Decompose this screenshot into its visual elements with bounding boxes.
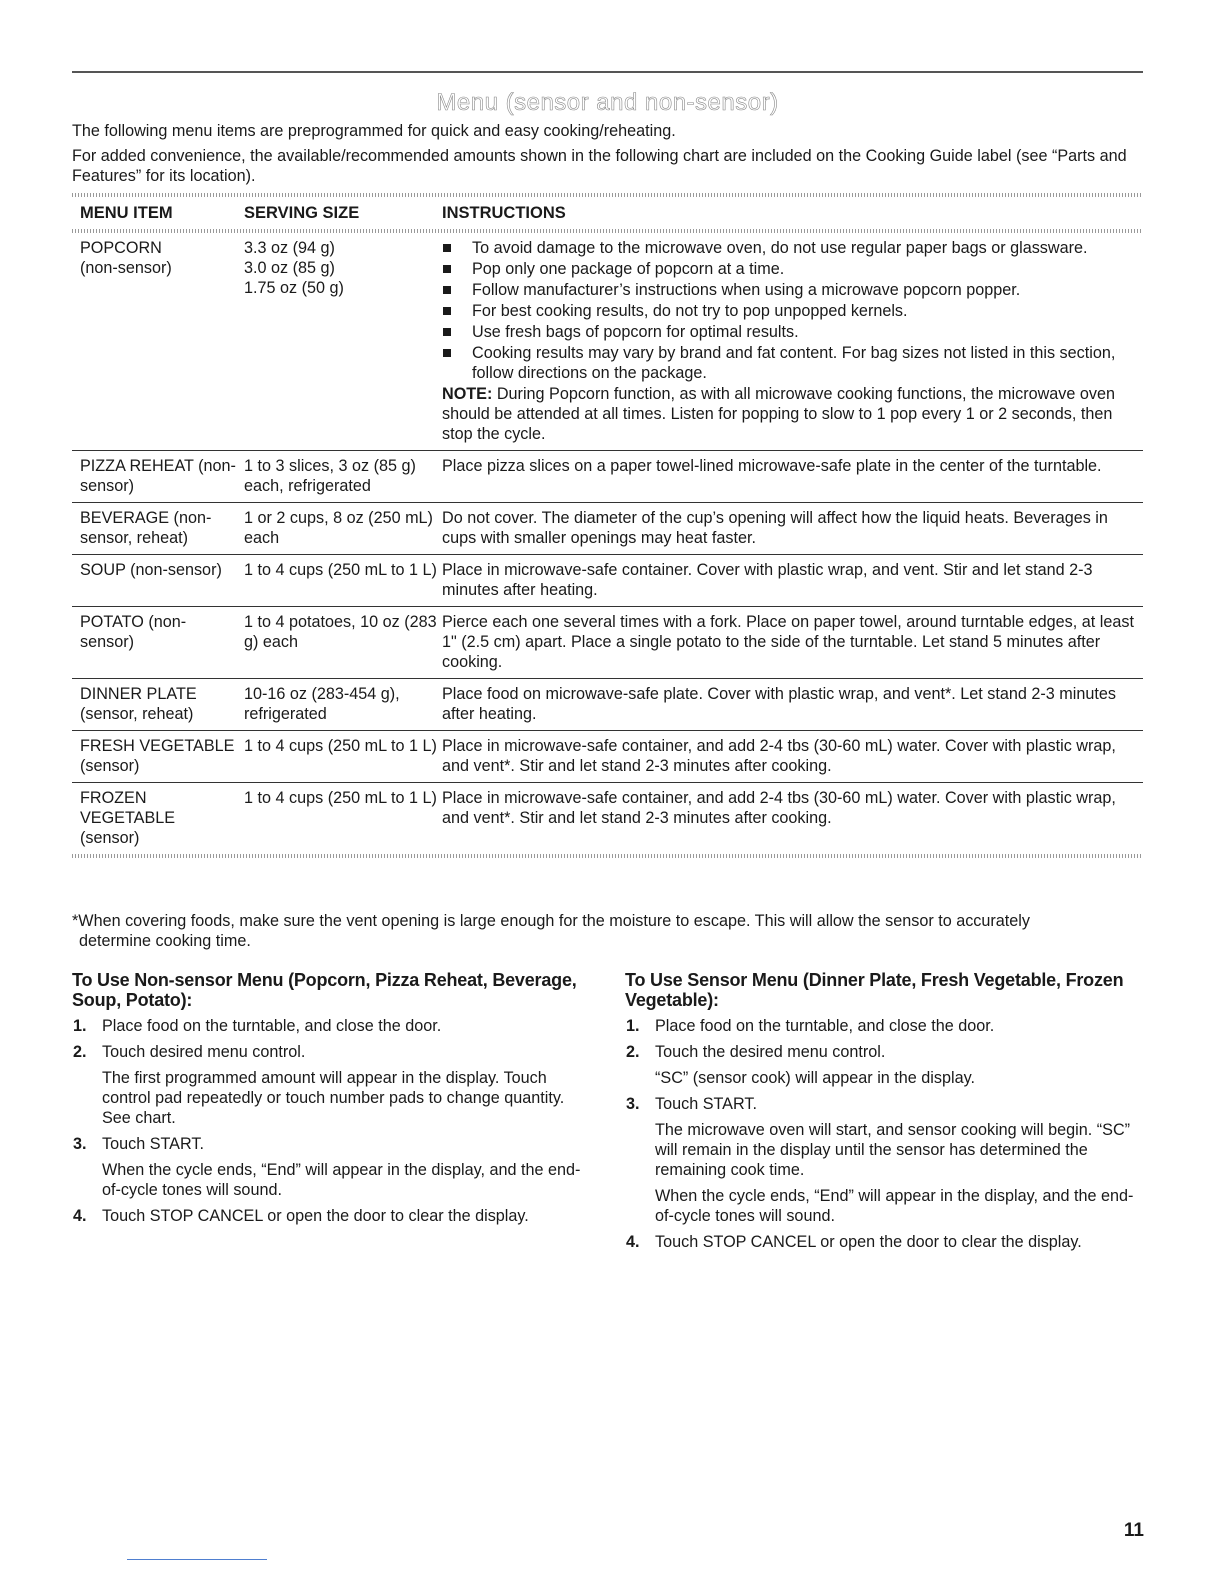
menu-item-cell: FRESH VEGETABLE (sensor) xyxy=(80,737,235,775)
footnote-line: *When covering foods, make sure the vent opening is large enough for the moisture to escape. This will allow the sensor to accurately xyxy=(72,912,1030,930)
instructions-cell xyxy=(442,238,1143,444)
menu-item-cell: DINNER PLATE (sensor, reheat) xyxy=(80,685,197,723)
list-item: Use fresh bags of popcorn for optimal results. xyxy=(442,322,1137,342)
menu-item-cell: POTATO (non-sensor) xyxy=(80,613,187,651)
step-number: 4. xyxy=(626,1233,640,1251)
serving-size-cell xyxy=(236,238,442,444)
table-row-popcorn xyxy=(72,233,1143,450)
table-row xyxy=(72,678,1143,730)
step-item xyxy=(625,1042,1147,1088)
page-title: Menu (sensor and non-sensor) xyxy=(436,89,779,116)
menu-item-type: (non-sensor) xyxy=(80,259,172,277)
serving-option: 3.0 oz (85 g) xyxy=(244,259,335,277)
section-heading: To Use Non-sensor Menu (Popcorn, Pizza Reheat, Beverage, Soup, Potato): xyxy=(72,970,577,1010)
serving-size-cell: 10-16 oz (283-454 g), refrigerated xyxy=(244,685,400,723)
section-heading: To Use Sensor Menu (Dinner Plate, Fresh Vegetable, Frozen Vegetable): xyxy=(625,970,1124,1010)
step-detail: When the cycle ends, “End” will appear in the display, and the end-of-cycle tones will sound. xyxy=(102,1161,581,1199)
sensor-steps xyxy=(625,1016,1147,1252)
bullet-square-icon xyxy=(443,307,451,315)
serving-size-cell: 1 to 4 potatoes, 10 oz (283 g) each xyxy=(244,613,437,651)
page-number: 11 xyxy=(1123,1520,1144,1541)
menu-item-cell: PIZZA REHEAT (non-sensor) xyxy=(80,457,236,495)
instructions-cell: Place in microwave-safe container, and add 2-4 tbs (30-60 mL) water. Cover with plastic wrap, and vent*. Stir and let stand 2-3 minutes after cooking. xyxy=(442,789,1116,827)
instructions-cell: Do not cover. The diameter of the cup’s opening will affect how the liquid heats. Beverages in cups with smaller openings may heat faster. xyxy=(442,509,1108,547)
serving-size-cell: 1 to 3 slices, 3 oz (85 g) each, refrigerated xyxy=(244,457,416,495)
bullet-square-icon xyxy=(443,349,451,357)
list-item: For best cooking results, do not try to pop unpopped kernels. xyxy=(442,301,1137,321)
menu-item-name: POPCORN xyxy=(80,239,162,257)
popcorn-note xyxy=(442,384,1137,444)
table-row xyxy=(72,554,1143,606)
non-sensor-steps xyxy=(72,1016,594,1226)
menu-item-cell: BEVERAGE (non-sensor, reheat) xyxy=(80,509,212,547)
step-detail: The microwave oven will start, and sensor cooking will begin. “SC” will remain in the display until the sensor has determined the remaining cook time. xyxy=(655,1121,1131,1179)
table-bottom-divider xyxy=(72,854,1143,858)
step-item xyxy=(72,1042,594,1128)
table-row xyxy=(72,730,1143,782)
step-item xyxy=(625,1016,1147,1036)
step-text: Place food on the turntable, and close the door. xyxy=(655,1017,995,1035)
step-number: 1. xyxy=(626,1017,640,1035)
menu-item-cell: FROZEN VEGETABLE (sensor) xyxy=(80,789,176,847)
step-text: Touch START. xyxy=(102,1135,204,1153)
step-item xyxy=(72,1206,594,1226)
bullet-square-icon xyxy=(443,286,451,294)
step-detail: The first programmed amount will appear in the display. Touch control pad repeatedly or touch number pads to change quantity. See chart. xyxy=(102,1069,565,1127)
bullet-square-icon xyxy=(443,328,451,336)
header-menu-item: MENU ITEM xyxy=(80,203,173,222)
serving-size-cell: 1 to 4 cups (250 mL to 1 L) xyxy=(244,789,437,807)
table-header xyxy=(72,197,1143,229)
menu-item-cell: SOUP (non-sensor) xyxy=(80,561,222,579)
step-text: Touch desired menu control. xyxy=(102,1043,306,1061)
step-number: 4. xyxy=(73,1207,87,1225)
instructions-cell: Place in microwave-safe container. Cover with plastic wrap, and vent. Stir and let stand 2-3 minutes after heating. xyxy=(442,561,1093,599)
step-number: 2. xyxy=(626,1043,640,1061)
list-item: Follow manufacturer’s instructions when using a microwave popcorn popper. xyxy=(442,280,1137,300)
bullet-square-icon xyxy=(443,244,451,252)
step-text: Touch START. xyxy=(655,1095,757,1113)
serving-size-cell: 1 to 4 cups (250 mL to 1 L) xyxy=(244,561,437,579)
instructions-cell: Place in microwave-safe container, and add 2-4 tbs (30-60 mL) water. Cover with plastic wrap, and vent*. Stir and let stand 2-3 minutes after cooking. xyxy=(442,737,1116,775)
header-serving-size: SERVING SIZE xyxy=(244,203,360,222)
step-number: 2. xyxy=(73,1043,87,1061)
serving-size-cell: 1 to 4 cups (250 mL to 1 L) xyxy=(244,737,437,755)
step-text: Touch the desired menu control. xyxy=(655,1043,886,1061)
serving-option: 3.3 oz (94 g) xyxy=(244,239,335,257)
footnote xyxy=(72,911,1147,951)
bullet-square-icon xyxy=(443,265,451,273)
intro-paragraph: The following menu items are preprogrammed for quick and easy cooking/reheating. xyxy=(72,122,676,140)
step-text: Touch STOP CANCEL or open the door to clear the display. xyxy=(655,1233,1082,1251)
step-detail: When the cycle ends, “End” will appear in the display, and the end-of-cycle tones will sound. xyxy=(655,1187,1134,1225)
menu-table xyxy=(72,193,1143,858)
list-item: Cooking results may vary by brand and fat content. For bag sizes not listed in this section, follow directions on the package. xyxy=(442,343,1137,383)
serving-size-cell: 1 or 2 cups, 8 oz (250 mL) each xyxy=(244,509,433,547)
table-row xyxy=(72,450,1143,502)
step-item xyxy=(625,1094,1147,1226)
table-row xyxy=(72,606,1143,678)
popcorn-bullet-list xyxy=(442,238,1137,383)
header-instructions: INSTRUCTIONS xyxy=(442,203,566,222)
non-sensor-section xyxy=(72,970,594,1226)
instructions-cell: Place pizza slices on a paper towel-lined microwave-safe plate in the center of the turntable. xyxy=(442,457,1102,475)
step-number: 3. xyxy=(73,1135,87,1153)
instructions-cell: Pierce each one several times with a fork. Place on paper towel, around turntable edges, at least 1" (2.5 cm) apart. Place a single potato to the side of the turntable. Let stand 5 minutes after cooking. xyxy=(442,613,1134,671)
note-text: During Popcorn function, as with all microwave cooking functions, the microwave oven should be attended at all times. Listen for popping to slow to 1 pop every 1 or 2 seconds, then stop the cycle. xyxy=(442,385,1115,443)
step-item xyxy=(72,1134,594,1200)
step-text: Touch STOP CANCEL or open the door to clear the display. xyxy=(102,1207,529,1225)
table-row xyxy=(72,782,1143,854)
table-row xyxy=(72,502,1143,554)
menu-item-cell xyxy=(72,238,236,444)
intro-paragraph: For added convenience, the available/recommended amounts shown in the following chart are included on the Cooking Guide label (see “Parts and Features” for its location). xyxy=(72,147,1127,185)
step-item xyxy=(72,1016,594,1036)
list-item: To avoid damage to the microwave oven, do not use regular paper bags or glassware. xyxy=(442,238,1137,258)
step-number: 1. xyxy=(73,1017,87,1035)
serving-option: 1.75 oz (50 g) xyxy=(244,279,344,297)
instructions-cell: Place food on microwave-safe plate. Cover with plastic wrap, and vent*. Let stand 2-3 minutes after heating. xyxy=(442,685,1116,723)
step-item xyxy=(625,1232,1147,1252)
step-text: Place food on the turntable, and close the door. xyxy=(102,1017,442,1035)
step-detail: “SC” (sensor cook) will appear in the display. xyxy=(655,1069,975,1087)
bottom-link-underline xyxy=(127,1559,267,1560)
note-label: NOTE: xyxy=(442,385,493,403)
sensor-section xyxy=(625,970,1147,1252)
list-item: Pop only one package of popcorn at a time. xyxy=(442,259,1137,279)
step-number: 3. xyxy=(626,1095,640,1113)
footnote-line: determine cooking time. xyxy=(79,932,251,950)
top-rule xyxy=(72,71,1143,73)
